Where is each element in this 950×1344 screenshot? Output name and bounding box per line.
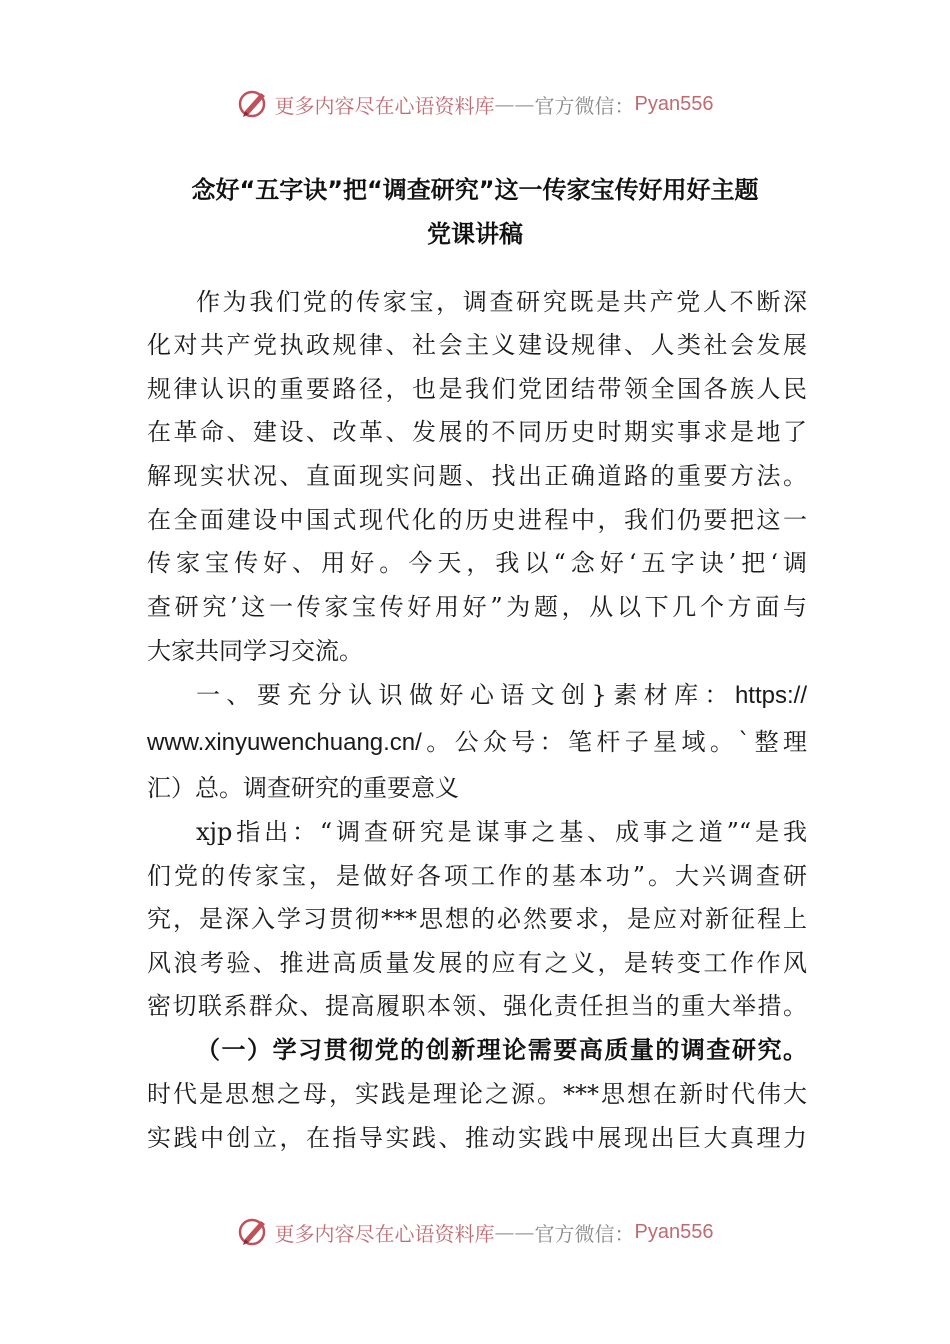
subsection-heading: （一）学习贯彻党的创新理论需要高质量的调查研究。 (196, 1036, 807, 1064)
document-title-line-2: 党课讲稿 (427, 220, 523, 248)
body-line: 化对共产党执政规律、社会主义建设规律、人类社会发展 (147, 331, 807, 359)
body-line: 风浪考验、推进高质量发展的应有之义，是转变工作作风 (147, 949, 807, 977)
banner-official-label: 官方微信： (534, 1221, 635, 1246)
banner-text: 更多内容尽在心语资料库 (274, 93, 495, 118)
website-url: www.xinyuwenchuang.cn/ (147, 729, 422, 756)
body-line: 时代是思想之母，实践是理论之源。***思想在新时代伟大 (147, 1080, 807, 1108)
footer-banner (0, 1212, 950, 1252)
body-line: 规律认识的重要路径，也是我们党团结带领全国各族人民 (147, 375, 807, 403)
body-line (147, 724, 807, 760)
banner-official-label: 官方微信： (534, 93, 635, 118)
banner-dash: —— (494, 1220, 535, 1244)
body-line: 查研究’这一传家宝传好用好”为题，从以下几个方面与 (147, 593, 807, 621)
body-line: 解现实状况、直面现实问题、找出正确道路的重要方法。 (147, 462, 807, 490)
body-line: 实践中创立，在指导实践、推动实践中展现出巨大真理力 (147, 1124, 807, 1152)
body-line: 传家宝传好、用好。今天，我以“念好‘五字诀’把‘调 (147, 549, 807, 577)
body-line: 汇）总。调查研究的重要意义 (147, 774, 459, 802)
banner-wechat-id: Pyan556 (634, 1220, 714, 1243)
body-line: xjp指出：“调查研究是谋事之基、成事之道”“是我 (196, 818, 807, 846)
wechat-note: 。公众号：笔杆子星域。`整理 (421, 728, 807, 756)
banner-text: 更多内容尽在心语资料库 (274, 1221, 495, 1246)
body-line: 究，是深入学习贯彻***思想的必然要求，是应对新征程上 (147, 905, 807, 933)
pen-logo-icon (237, 1215, 271, 1249)
body-line: 在全面建设中国式现代化的历史进程中，我们仍要把这一 (147, 506, 807, 534)
section-heading-line (196, 677, 807, 713)
header-banner (0, 84, 950, 124)
section-heading-text: 一、要充分认识做好心语文创}素材库： (196, 681, 735, 709)
pen-logo-icon (237, 87, 271, 121)
banner-dash: —— (494, 92, 535, 116)
body-line: 在革命、建设、改革、发展的不同历史时期实事求是地了 (147, 418, 807, 446)
banner-wechat-id: Pyan556 (634, 92, 714, 115)
body-line: 密切联系群众、提高履职本领、强化责任担当的重大举措。 (147, 992, 807, 1020)
body-line: 作为我们党的传家宝，调查研究既是共产党人不断深 (196, 288, 807, 316)
body-line: 们党的传家宝，是做好各项工作的基本功”。大兴调查研 (147, 862, 807, 890)
url-fragment: https:// (734, 682, 807, 709)
document-title-line-1: 念好“五字诀”把“调查研究”这一传家宝传好用好主题 (191, 176, 759, 204)
body-line: 大家共同学习交流。 (147, 637, 363, 665)
